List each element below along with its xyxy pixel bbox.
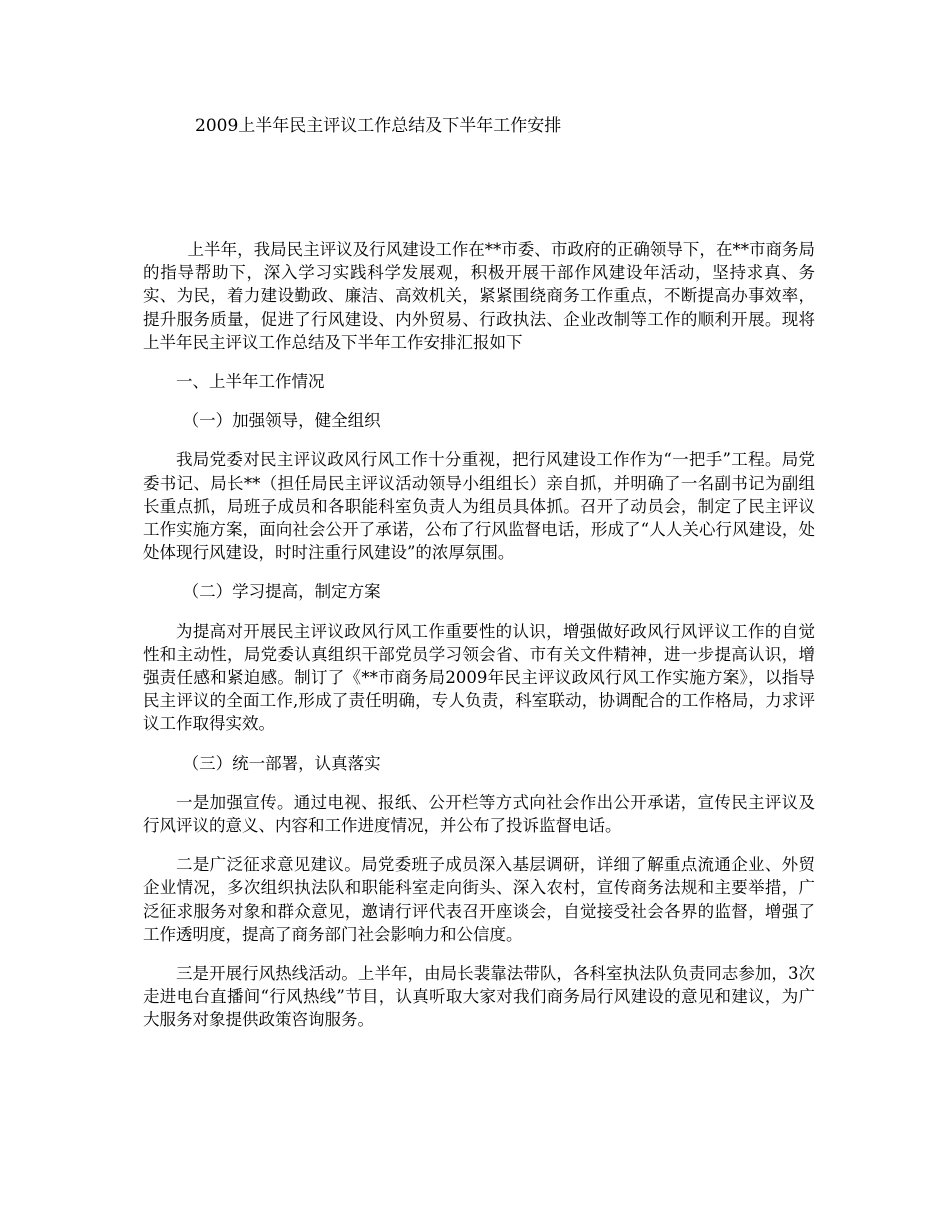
item-paragraph-2: 二是广泛征求意见建议。局党委班子成员深入基层调研，详细了解重点流通企业、外贸企业情况，多次组织执法队和职能科室走向街头、深入农村，宣传商务法规和主要举措，广泛征求服务对象和群众意见，邀请行评代表召开座谈会，自觉接受社会各界的监督，增强了工作透明度，提高了商务部门社会影响力和公信度。 xyxy=(143,855,815,944)
subsection-heading-1: （一）加强领导，健全组织 xyxy=(182,411,381,431)
section-heading: 一、上半年工作情况 xyxy=(176,372,325,392)
item-paragraph-3: 三是开展行风热线活动。上半年，由局长裴靠法带队，各科室执法队负责同志参加，3次走进电台直播间“行风热线”节目，认真听取大家对我们商务局行风建设的意见和建议，为广大服务对象提供政策咨询服务。 xyxy=(143,964,815,1030)
document-title: 2009上半年民主评议工作总结及下半年工作安排 xyxy=(195,116,562,136)
subsection-heading-3: （三）统一部署，认真落实 xyxy=(182,753,381,773)
item-paragraph-1: 一是加强宣传。通过电视、报纸、公开栏等方式向社会作出公开承诺，宣传民主评议及行风评议的意义、内容和工作进度情况，并公布了投诉监督电话。 xyxy=(143,792,815,836)
subsection-paragraph-2: 为提高对开展民主评议政风行风工作重要性的认识，增强做好政风行风评议工作的自觉性和主动性，局党委认真组织干部党员学习领会省、市有关文件精神，进一步提高认识，增强责任感和紧迫感。制订了《**市商务局2009年民主评议政风行风工作实施方案》，以指导民主评议的全面工作,形成了责任明确，专人负责，科室联动，协调配合的工作格局，力求评议工作取得实效。 xyxy=(143,621,815,734)
subsection-paragraph-1: 我局党委对民主评议政风行风工作十分重视，把行风建设工作作为“一把手”工程。局党委书记、局长**（担任局民主评议活动领导小组组长）亲自抓，并明确了一名副书记为副组长重点抓，局班子成员和各职能科室负责人为组员具体抓。召开了动员会，制定了民主评议工作实施方案，面向社会公开了承诺，公布了行风监督电话，形成了“人人关心行风建设，处处体现行风建设，时时注重行风建设”的浓厚氛围。 xyxy=(143,450,815,563)
intro-paragraph: 上半年，我局民主评议及行风建设工作在**市委、市政府的正确领导下，在**市商务局的指导帮助下，深入学习实践科学发展观，积极开展干部作风建设年活动，坚持求真、务实、为民，着力建设勤政、廉洁、高效机关，紧紧围绕商务工作重点，不断提高办事效率，提升服务质量，促进了行风建设、内外贸易、行政执法、企业改制等工作的顺利开展。现将上半年民主评议工作总结及下半年工作安排汇报如下 xyxy=(143,240,815,352)
document-body xyxy=(143,238,815,1048)
subsection-heading-2: （二）学习提高，制定方案 xyxy=(182,582,381,602)
